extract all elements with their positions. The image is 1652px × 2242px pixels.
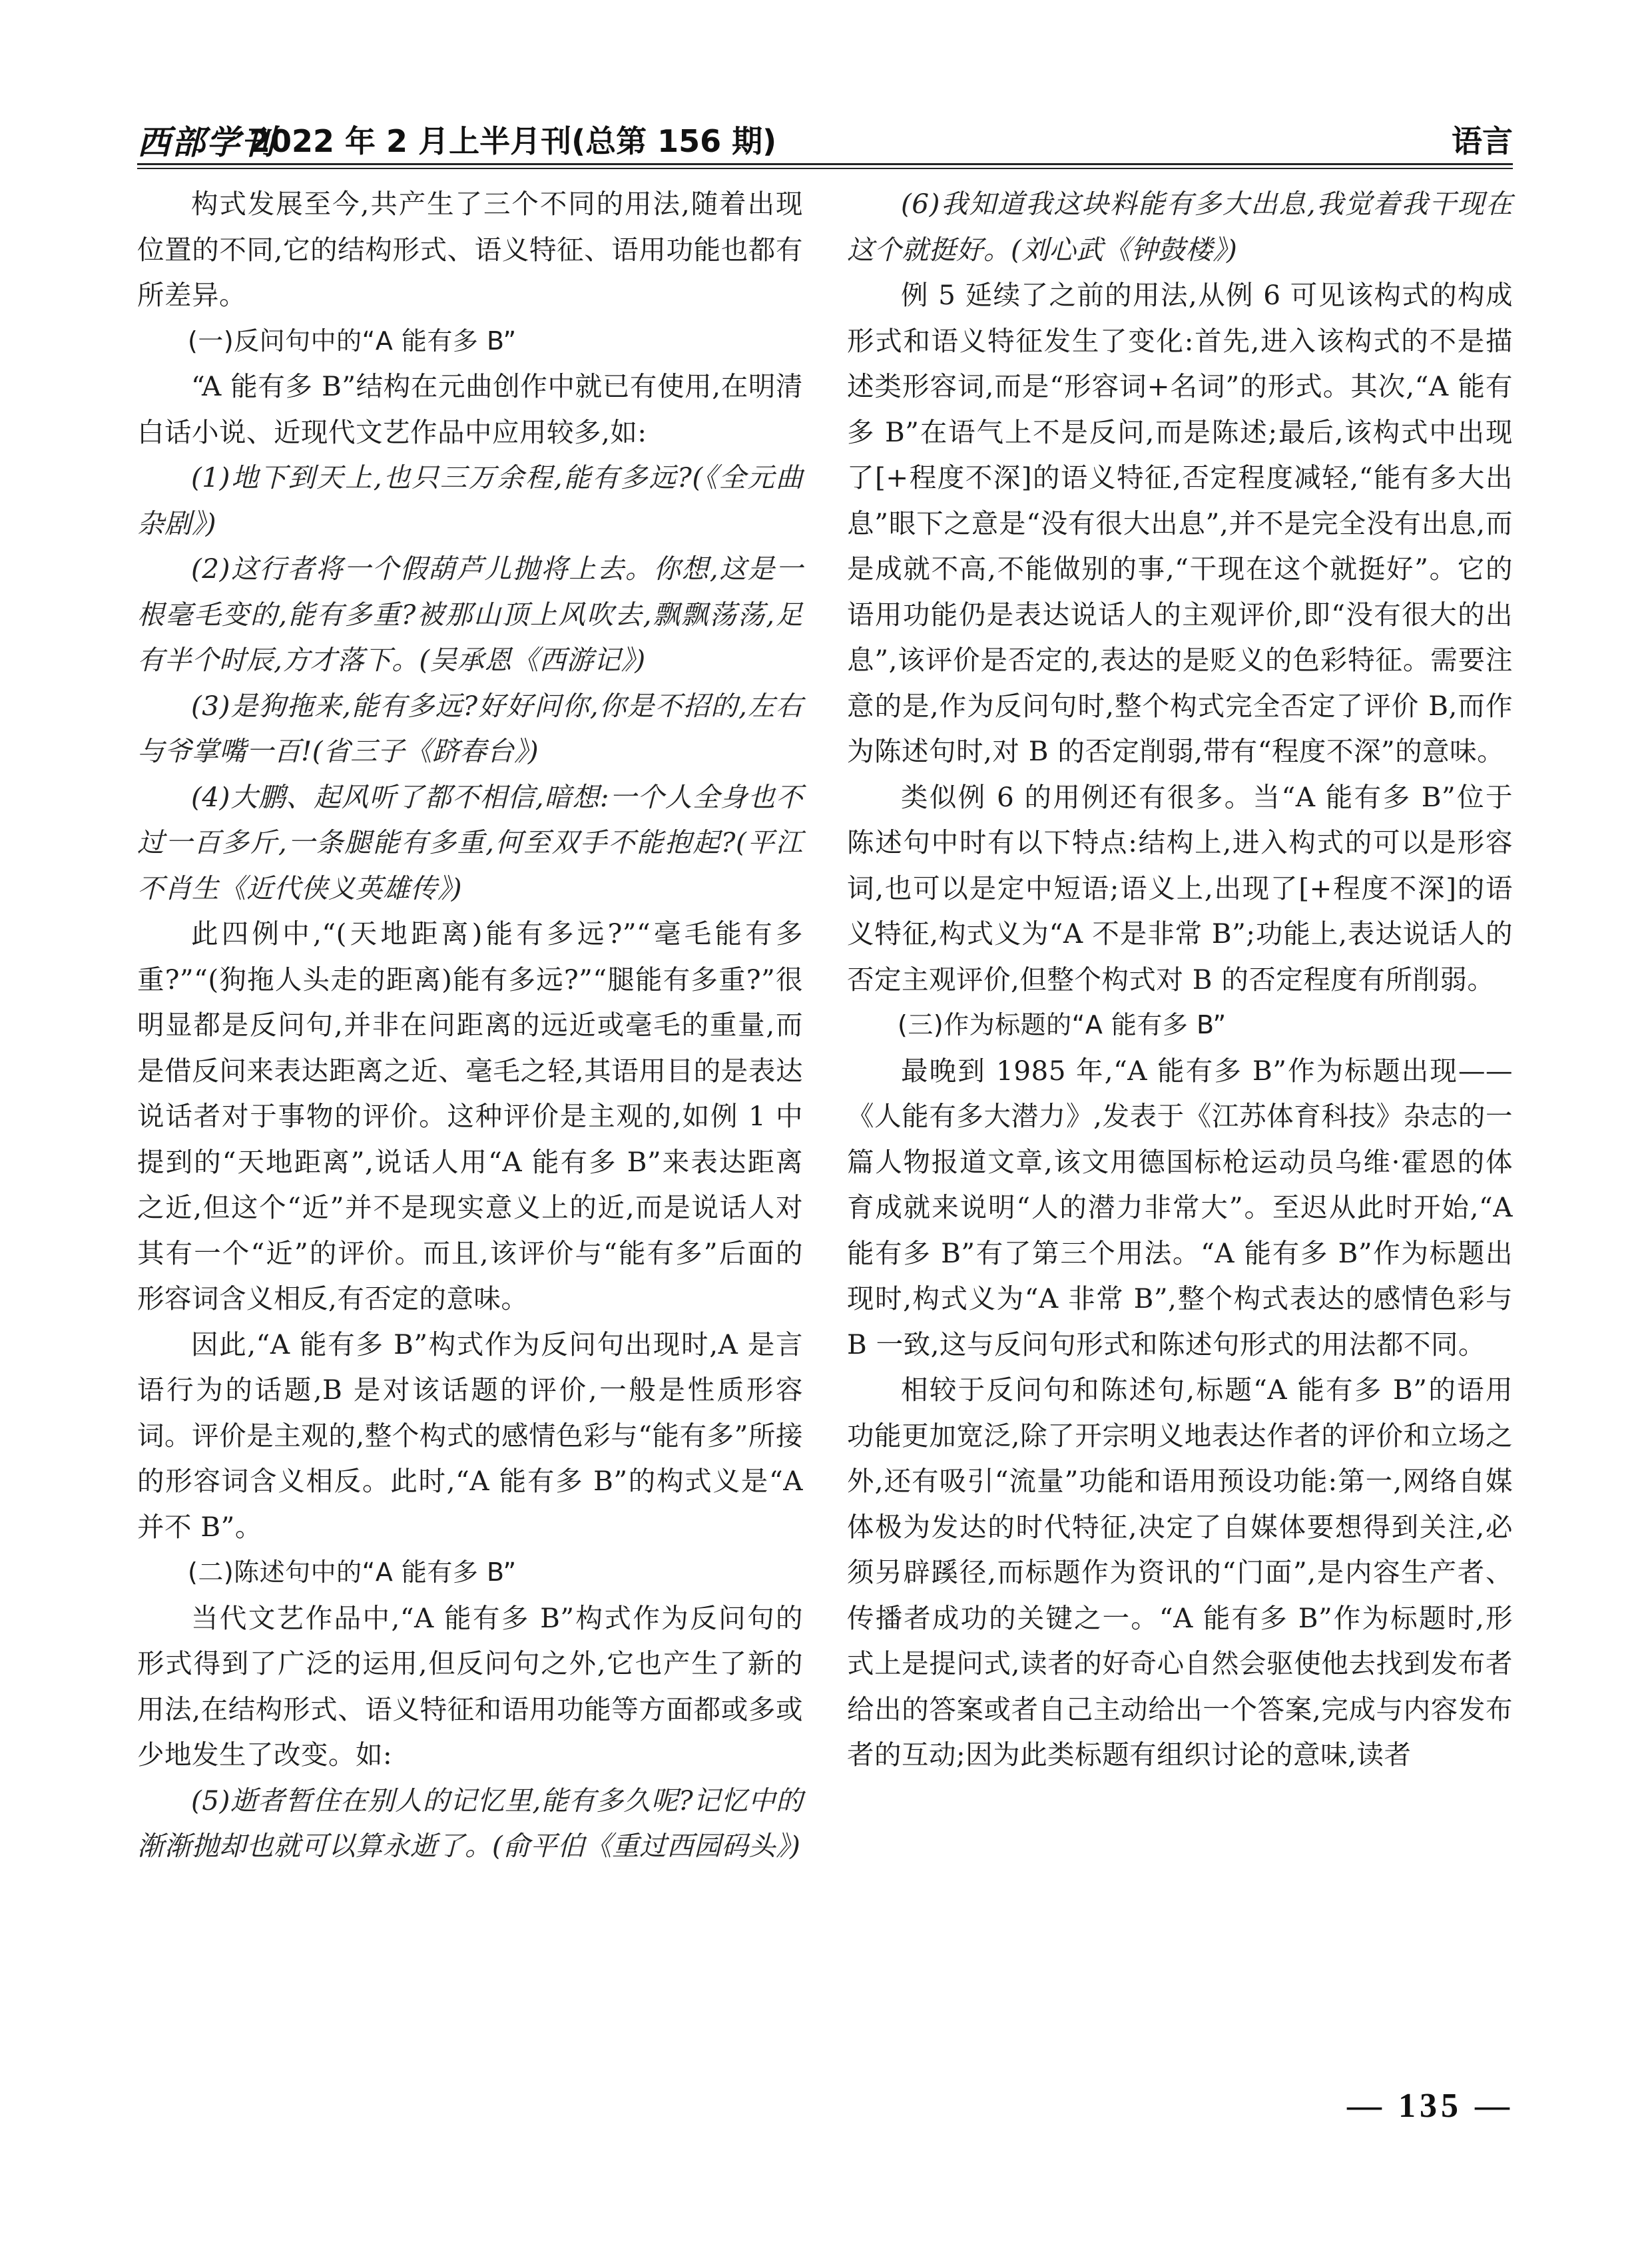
body-paragraph: 当代文艺作品中,“A 能有多 B”构式作为反问句的形式得到了广泛的运用,但反问句之外,它也产生了新的用法,在结构形式、语义特征和语用功能等方面都或多或少地发生了改变。如: [137,1601,803,1771]
issue-info: 2022 年 2 月上半月刊(总第 156 期) [249,123,777,159]
example-paragraph: (5)逝者暂住在别人的记忆里,能有多久呢?记忆中的渐渐抛却也就可以算永逝了。(俞平伯《重过西园码头》) [137,1784,803,1862]
example-paragraph: (6)我知道我这块料能有多大出息,我觉着我干现在这个就挺好。(刘心武《钟鼓楼》) [847,188,1513,266]
example-paragraph: (1)地下到天上,也只三万余程,能有多远?(《全元曲杂剧》) [137,461,803,539]
right-column [847,181,1513,1778]
body-paragraph: 因此,“A 能有多 B”构式作为反问句出现时,A 是言语行为的话题,B 是对该话题的评价,一般是性质形容词。评价是主观的,整个构式的感情色彩与“能有多”所接的形容词含义相反。此时,“A 能有多 B”的构式义是“A 并不 B”。 [137,1328,803,1543]
section-subheading: (二)陈述句中的“A 能有多 B” [188,1557,517,1587]
body-paragraph: 类似例 6 的用例还有很多。当“A 能有多 B”位于陈述句中时有以下特点:结构上,进入构式的可以是形容词,也可以是定中短语;语义上,出现了[+程度不深]的语义特征,构式义为“A 不是非常 B”;功能上,表达说话人的否定主观评价,但整个构式对 B 的否定程度有所削弱。 [847,780,1513,995]
left-column [137,181,803,1869]
body-paragraph: 例 5 延续了之前的用法,从例 6 可见该构式的构成形式和语义特征发生了变化:首先,进入该构式的不是描述类形容词,而是“形容词+名词”的形式。其次,“A 能有多 B”在语气上不是反问,而是陈述;最后,该构式中出现了[+程度不深]的语义特征,否定程度减轻,“能有多大出息”眼下之意是“没有很大出息”,并不是完全没有出息,而是成就不高,不能做别的事,“干现在这个就挺好”。它的语用功能仍是表达说话人的主观评价,即“没有很大的出息”,该评价是否定的,表达的是贬义的色彩特征。需要注意的是,作为反问句时,整个构式完全否定了评价 B,而作为陈述句时,对 B 的否定削弱,带有“程度不深”的意味。 [847,279,1513,767]
section-subheading: (三)作为标题的“A 能有多 B” [898,1010,1227,1039]
body-paragraph: “A 能有多 B”结构在元曲创作中就已有使用,在明清白话小说、近现代文艺作品中应用较多,如: [137,370,803,448]
page-header [137,113,1513,160]
body-paragraph: 此四例中,“(天地距离)能有多远?”“毫毛能有多重?”“(狗拖人头走的距离)能有多远?”“腿能有多重?”很明显都是反问句,并非在问距离的远近或毫毛的重量,而是借反问来表达距离之近、毫毛之轻,其语用目的是表达说话者对于事物的评价。这种评价是主观的,如例 1 中提到的“天地距离”,说话人用“A 能有多 B”来表达距离之近,但这个“近”并不是现实意义上的近,而是说话人对其有一个“近”的评价。而且,该评价与“能有多”后面的形容词含义相反,有否定的意味。 [137,918,803,1314]
example-paragraph: (3)是狗拖来,能有多远?好好问你,你是不招的,左右与爷掌嘴一百!(省三子《跻春台》) [137,689,803,767]
body-paragraph: 最晚到 1985 年,“A 能有多 B”作为标题出现——《人能有多大潜力》,发表于《江苏体育科技》杂志的一篇人物报道文章,该文用德国标枪运动员乌维·霍恩的体育成就来说明“人的潜力非常大”。至迟从此时开始,“A 能有多 B”有了第三个用法。“A 能有多 B”作为标题出现时,构式义为“A 非常 B”,整个构式表达的感情色彩与 B 一致,这与反问句形式和陈述句形式的用法都不同。 [847,1054,1513,1360]
body-paragraph: 相较于反问句和陈述句,标题“A 能有多 B”的语用功能更加宽泛,除了开宗明义地表达作者的评价和立场之外,还有吸引“流量”功能和语用预设功能:第一,网络自媒体极为发达的时代特征,决定了自媒体要想得到关注,必须另辟蹊径,而标题作为资讯的“门面”,是内容生产者、传播者成功的关键之一。“A 能有多 B”作为标题时,形式上是提问式,读者的好奇心自然会驱使他去找到发布者给出的答案或者自己主动给出一个答案,完成与内容发布者的互动;因为此类标题有组织讨论的意味,读者 [847,1374,1513,1771]
journal-logo: 西部学刊 [137,123,276,162]
page-number: — 135 — [1347,2087,1514,2125]
section-title: 语言 [1452,123,1513,159]
body-paragraph: 构式发展至今,共产生了三个不同的用法,随着出现位置的不同,它的结构形式、语义特征、语用功能也都有所差异。 [137,188,803,311]
example-paragraph: (4)大鹏、起风听了都不相信,暗想:一个人全身也不过一百多斤,一条腿能有多重,何至双手不能抱起?(平江不肖生《近代侠义英雄传》) [137,780,803,904]
example-paragraph: (2)这行者将一个假葫芦儿抛将上去。你想,这是一根毫毛变的,能有多重?被那山顶上风吹去,飘飘荡荡,足有半个时辰,方才落下。(吴承恩《西游记》) [137,553,803,676]
section-subheading: (一)反问句中的“A 能有多 B” [188,326,517,356]
header-divider [137,163,1513,169]
